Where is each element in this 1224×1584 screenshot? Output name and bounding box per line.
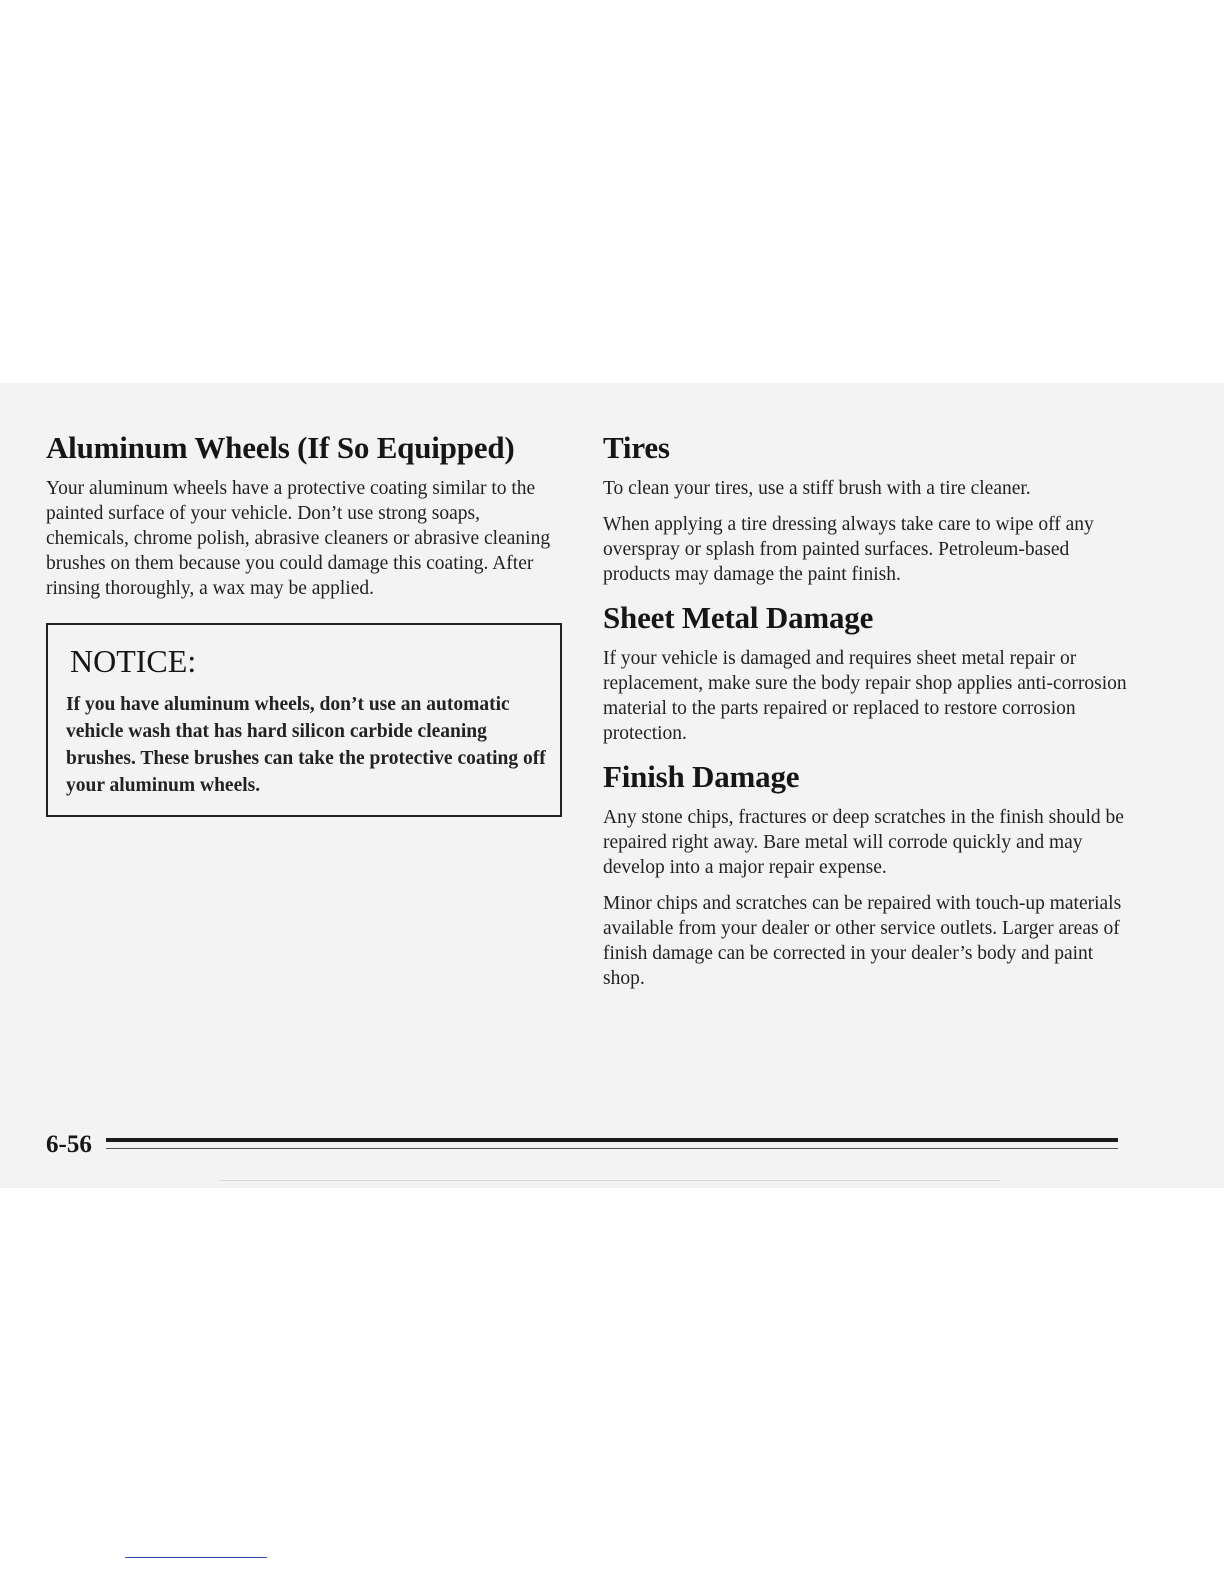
finish-damage-heading: Finish Damage (603, 759, 800, 794)
right-column (603, 428, 1133, 1002)
finish-damage-paragraph-2: Minor chips and scratches can be repaired with touch-up materials available from your dealer or other service outlets. Larger areas of finish damage can be corrected in your dealer’s body and paint shop. (603, 893, 1122, 989)
aluminum-wheels-paragraph: Your aluminum wheels have a protective coating similar to the painted surface of your vehicle. Don’t use strong soaps, chemicals, chrome polish, abrasive cleaners or abrasive cleaning brushes on them because you could damage this coating. After rinsing thoroughly, a wax may be applied. (46, 478, 551, 599)
page-footer (46, 1128, 1118, 1162)
aluminum-wheels-heading: Aluminum Wheels (If So Equipped) (46, 430, 515, 465)
tires-paragraph-1: To clean your tires, use a stiff brush with a tire cleaner. (603, 478, 1031, 499)
notice-title: NOTICE: (70, 643, 197, 679)
left-column (46, 428, 566, 817)
sheet-metal-paragraph: If your vehicle is damaged and requires sheet metal repair or replacement, make sure the body repair shop applies anti-corrosion material to the parts repaired or replaced to restore corrosion protection. (603, 648, 1127, 744)
tires-heading: Tires (603, 430, 670, 465)
finish-damage-paragraph-1: Any stone chips, fractures or deep scratches in the finish should be repaired right away. Bare metal will corrode quickly and may develop into a major repair expense. (603, 807, 1124, 878)
footer-rule-thick (106, 1138, 1118, 1142)
notice-text: If you have aluminum wheels, don’t use an automatic vehicle wash that has hard silicon carbide cleaning brushes. These brushes can take the protective coating off your aluminum wheels. (66, 694, 546, 796)
tires-paragraph-2: When applying a tire dressing always take care to wipe off any overspray or splash from painted surfaces. Petroleum-based products may damage the paint finish. (603, 514, 1094, 585)
notice-box (46, 623, 562, 817)
footer-rule-thin (106, 1148, 1118, 1149)
bottom-underline (125, 1557, 267, 1558)
sheet-metal-heading: Sheet Metal Damage (603, 600, 874, 635)
page-number: 6-56 (46, 1131, 92, 1158)
scan-artifact-line (220, 1180, 1000, 1181)
